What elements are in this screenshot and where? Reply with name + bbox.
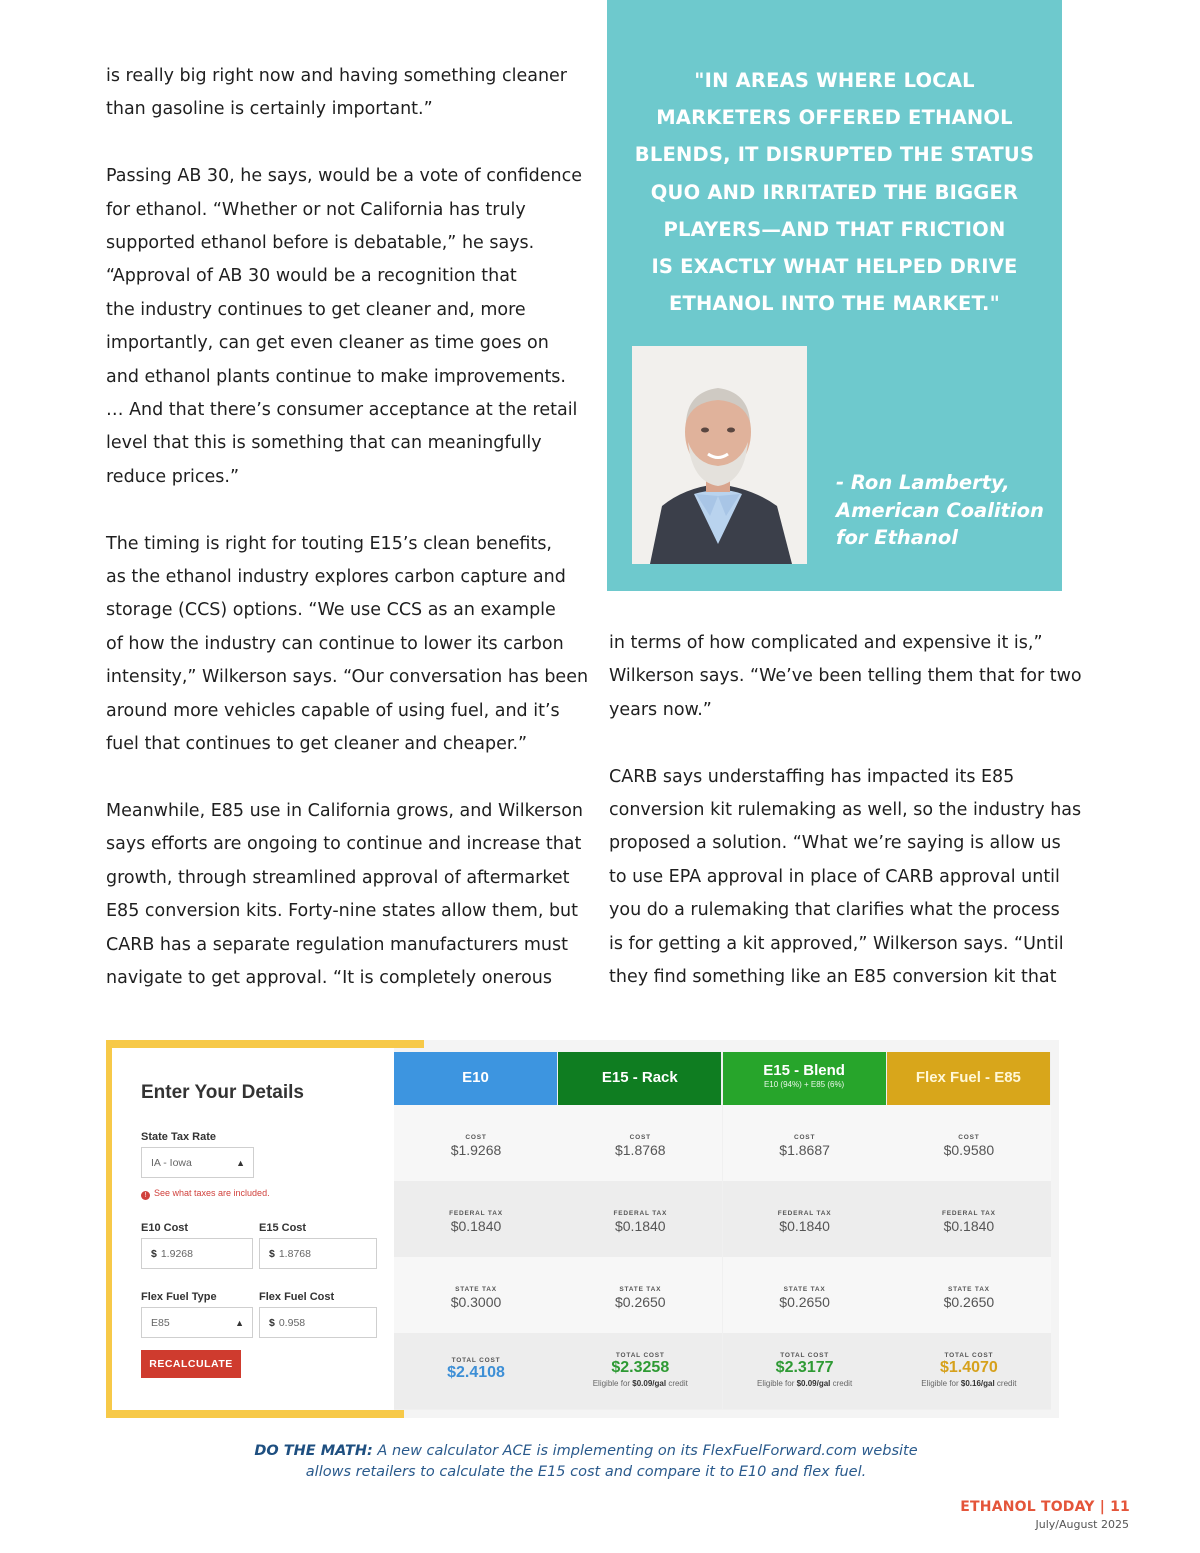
select-arrows-icon: ▲ <box>235 1318 244 1328</box>
total-cost-value: $2.3258 <box>611 1359 670 1376</box>
row-value: $1.8768 <box>614 1142 666 1158</box>
row-label: TOTAL COST <box>615 1352 665 1359</box>
currency-symbol: $ <box>269 1248 275 1260</box>
attribution-line: for Ethanol <box>836 526 958 549</box>
row-value: $0.1840 <box>450 1218 502 1234</box>
text-line: around more vehicles capable of using fuel, and it’s <box>106 700 560 721</box>
total-cost-value: $2.3177 <box>775 1359 834 1376</box>
row-value: $0.2650 <box>943 1294 995 1310</box>
quote-line: "IN AREAS WHERE LOCAL <box>694 69 975 92</box>
currency-symbol: $ <box>151 1248 157 1260</box>
text-line: they find something like an E85 conversion kit that <box>609 967 1057 988</box>
eligibility-prefix: Eligible for <box>592 1379 633 1388</box>
row-label: FEDERAL TAX <box>449 1210 503 1217</box>
row-value: $1.9268 <box>450 1142 502 1158</box>
result-cell-federal <box>558 1181 722 1257</box>
text-line: than gasoline is certainly important.” <box>106 99 433 120</box>
select-arrows-icon: ▲ <box>236 1158 245 1168</box>
credit-eligibility <box>887 1379 1051 1388</box>
row-label: STATE TAX <box>619 1286 662 1293</box>
row-label: COST <box>793 1134 816 1141</box>
attribution-line: American Coalition <box>836 498 1044 522</box>
fuel-blend-ratio: E10 (94%) + E85 (6%) <box>763 1080 845 1089</box>
quote-line: QUO AND IRRITATED THE BIGGER <box>650 180 1019 204</box>
eligibility-prefix: Eligible for <box>921 1379 961 1388</box>
text-line: storage (CCS) options. “We use CCS as an example <box>106 600 556 621</box>
result-cell-federal <box>394 1181 558 1257</box>
row-value: $0.1840 <box>943 1218 995 1234</box>
text-line: proposed a solution. “What we’re saying is allow us <box>609 833 1061 854</box>
row-label: TOTAL COST <box>780 1352 829 1359</box>
fuel-name: E15 - Rack <box>601 1069 678 1086</box>
result-cell-state <box>723 1257 887 1333</box>
footer-publication: ETHANOL TODAY | 11 <box>960 1499 1130 1515</box>
row-label: COST <box>958 1134 980 1141</box>
paragraph <box>609 627 1082 727</box>
row-label: TOTAL COST <box>451 1357 501 1364</box>
text-line: says efforts are ongoing to continue and increase that <box>106 834 582 855</box>
text-line: for ethanol. “Whether or not California has truly <box>106 199 526 220</box>
quote-attribution <box>836 469 1056 552</box>
text-line: Passing AB 30, he says, would be a vote of confidence <box>106 166 582 187</box>
tax-note-text: See what taxes are included. <box>154 1188 270 1198</box>
article-right-column <box>609 627 1082 1028</box>
text-line: the industry continues to get cleaner and, more <box>106 299 526 320</box>
e10-cost-input[interactable] <box>141 1238 253 1269</box>
fuel-name: Flex Fuel - E85 <box>915 1069 1021 1086</box>
total-cost-value: $2.4108 <box>447 1364 505 1381</box>
row-value: $0.3000 <box>450 1294 502 1310</box>
row-value: $0.1840 <box>779 1218 830 1234</box>
caption-lead: DO THE MATH: <box>254 1443 373 1459</box>
row-label: FEDERAL TAX <box>777 1210 832 1217</box>
result-cell-total <box>887 1333 1051 1409</box>
quote-line: MARKETERS OFFERED ETHANOL <box>656 106 1013 130</box>
flex-cost-label: Flex Fuel Cost <box>259 1291 335 1303</box>
credit-amount: $0.09/gal <box>632 1379 667 1388</box>
flex-cost-value: 0.958 <box>278 1317 306 1329</box>
figure-caption <box>150 1441 1022 1482</box>
fuel-name: E15 - Blend <box>763 1062 845 1079</box>
attribution-line: - Ron Lamberty, <box>836 471 1010 494</box>
caption-text: A new calculator ACE is implementing on its FlexFuelForward.com website <box>372 1443 918 1459</box>
result-cell-state <box>558 1257 722 1333</box>
pull-quote-box <box>607 0 1062 591</box>
accent-stripe <box>106 1410 404 1418</box>
result-cell-total <box>558 1333 722 1409</box>
total-cost-value: $1.4070 <box>939 1359 998 1376</box>
text-line: navigate to get approval. “It is completely onerous <box>106 967 553 988</box>
result-cell-state <box>394 1257 558 1333</box>
eligibility-suffix: credit <box>666 1379 688 1388</box>
text-line: conversion kit rulemaking as well, so the industry has <box>609 800 1082 821</box>
result-cell-cost <box>887 1105 1051 1181</box>
calculator-form <box>112 1048 394 1410</box>
row-label: COST <box>629 1134 651 1141</box>
credit-eligibility <box>558 1379 722 1388</box>
result-cell-cost <box>558 1105 722 1181</box>
text-line: of how the industry can continue to lower its carbon <box>106 633 564 654</box>
row-label: FEDERAL TAX <box>613 1210 668 1217</box>
footer-date: July/August 2025 <box>1035 1518 1129 1531</box>
quote-line: BLENDS, IT DISRUPTED THE STATUS <box>634 143 1035 167</box>
currency-symbol: $ <box>269 1317 275 1329</box>
text-line: … And that there’s consumer acceptance at the retail <box>106 400 578 421</box>
result-cell-total <box>394 1333 558 1409</box>
result-cell-cost <box>723 1105 887 1181</box>
text-line: Meanwhile, E85 use in California grows, and Wilkerson <box>106 800 584 821</box>
caption-line-2: allows retailers to calculate the E15 cost and compare it to E10 and flex fuel. <box>305 1463 867 1480</box>
paragraph <box>106 528 589 762</box>
row-label: STATE TAX <box>783 1286 826 1293</box>
text-line: The timing is right for touting E15’s clean benefits, <box>106 533 552 554</box>
row-label: COST <box>465 1134 487 1141</box>
result-cell-federal <box>723 1181 887 1257</box>
e10-cost-label: E10 Cost <box>141 1222 189 1234</box>
accent-stripe <box>106 1040 424 1048</box>
info-icon: ! <box>141 1191 150 1200</box>
text-line: and ethanol plants continue to make improvements. <box>106 366 566 387</box>
paragraph <box>609 761 1082 995</box>
flex-type-label: Flex Fuel Type <box>141 1291 217 1303</box>
fuel-column-header <box>558 1052 721 1105</box>
caption-line-1 <box>150 1441 1022 1462</box>
text-line: as the ethanol industry explores carbon capture and <box>106 567 566 588</box>
paragraph <box>106 60 566 127</box>
row-value: $1.8687 <box>779 1142 830 1158</box>
pull-quote-text <box>627 62 1042 322</box>
text-line: reduce prices.” <box>106 466 240 487</box>
result-cell-cost <box>394 1105 558 1181</box>
text-line: in terms of how complicated and expensive it is,” <box>609 633 1043 653</box>
row-value: $0.2650 <box>779 1294 830 1310</box>
eligibility-suffix: credit <box>830 1379 853 1388</box>
quote-line: ETHANOL INTO THE MARKET." <box>669 292 1000 316</box>
e15-cost-input[interactable] <box>259 1238 377 1269</box>
quote-line: IS EXACTLY WHAT HELPED DRIVE <box>651 255 1018 279</box>
flex-cost-input[interactable] <box>259 1307 377 1338</box>
text-line: importantly, can get even cleaner as time goes on <box>106 333 549 354</box>
row-label: FEDERAL TAX <box>942 1210 996 1217</box>
credit-amount: $0.16/gal <box>960 1379 995 1388</box>
state-tax-label: State Tax Rate <box>141 1131 216 1143</box>
flex-type-select[interactable] <box>141 1307 253 1338</box>
text-line: is for getting a kit approved,” Wilkerson says. “Until <box>609 933 1064 954</box>
results-grid <box>394 1052 1051 1410</box>
row-label: TOTAL COST <box>944 1352 994 1359</box>
e10-cost-value: 1.9268 <box>160 1248 193 1260</box>
fuel-column-header <box>394 1052 557 1105</box>
text-line: level that this is something that can meaningfully <box>106 433 542 454</box>
row-label: STATE TAX <box>455 1286 497 1293</box>
text-line: supported ethanol before is debatable,” he says. <box>106 233 535 254</box>
portrait-illustration <box>632 346 807 564</box>
text-line: E85 conversion kits. Forty-nine states allow them, but <box>106 901 579 922</box>
row-value: $0.2650 <box>614 1294 666 1310</box>
article-left-column <box>106 60 589 1029</box>
text-line: to use EPA approval in place of CARB approval until <box>609 866 1060 887</box>
text-line: intensity,” Wilkerson says. “Our conversation has been <box>106 667 589 688</box>
flex-type-value: E85 <box>151 1317 170 1329</box>
text-line: “Approval of AB 30 would be a recognition that <box>106 266 517 287</box>
text-line: CARB says understaffing has impacted its E85 <box>609 766 1015 787</box>
text-line: you do a rulemaking that clarifies what the process <box>609 900 1060 921</box>
e15-cost-value: 1.8768 <box>278 1248 311 1260</box>
text-line: years now.” <box>609 699 712 720</box>
e15-cost-label: E15 Cost <box>259 1222 307 1234</box>
text-line: CARB has a separate regulation manufacturers must <box>106 934 568 955</box>
row-value: $0.9580 <box>943 1142 995 1158</box>
text-line: growth, through streamlined approval of aftermarket <box>106 867 570 888</box>
credit-amount: $0.09/gal <box>796 1379 831 1388</box>
fuel-column-header <box>887 1052 1050 1105</box>
state-select-value: IA - Iowa <box>151 1157 192 1169</box>
paragraph <box>106 160 582 494</box>
row-label: STATE TAX <box>947 1286 990 1293</box>
text-line: fuel that continues to get cleaner and cheaper.” <box>106 734 528 755</box>
result-cell-federal <box>887 1181 1051 1257</box>
row-value: $0.1840 <box>614 1218 666 1234</box>
tax-note-link[interactable] <box>141 1188 270 1200</box>
eligibility-prefix: Eligible for <box>757 1379 797 1388</box>
quote-line: PLAYERS—AND THAT FRICTION <box>663 217 1006 241</box>
result-cell-state <box>887 1257 1051 1333</box>
fuel-name: E10 <box>462 1069 489 1086</box>
text-line: is really big right now and having something cleaner <box>106 66 568 86</box>
paragraph <box>106 795 584 995</box>
fuel-column-header <box>723 1052 886 1105</box>
portrait-photo <box>632 346 807 564</box>
text-line: Wilkerson says. “We’ve been telling them that for two <box>609 666 1082 687</box>
calculator-figure <box>106 1040 1059 1418</box>
form-title: Enter Your Details <box>141 1082 304 1103</box>
eligibility-suffix: credit <box>994 1379 1017 1388</box>
recalculate-button[interactable]: RECALCULATE <box>141 1350 241 1378</box>
result-cell-total <box>723 1333 887 1409</box>
state-select[interactable] <box>141 1147 254 1178</box>
credit-eligibility <box>723 1379 887 1388</box>
